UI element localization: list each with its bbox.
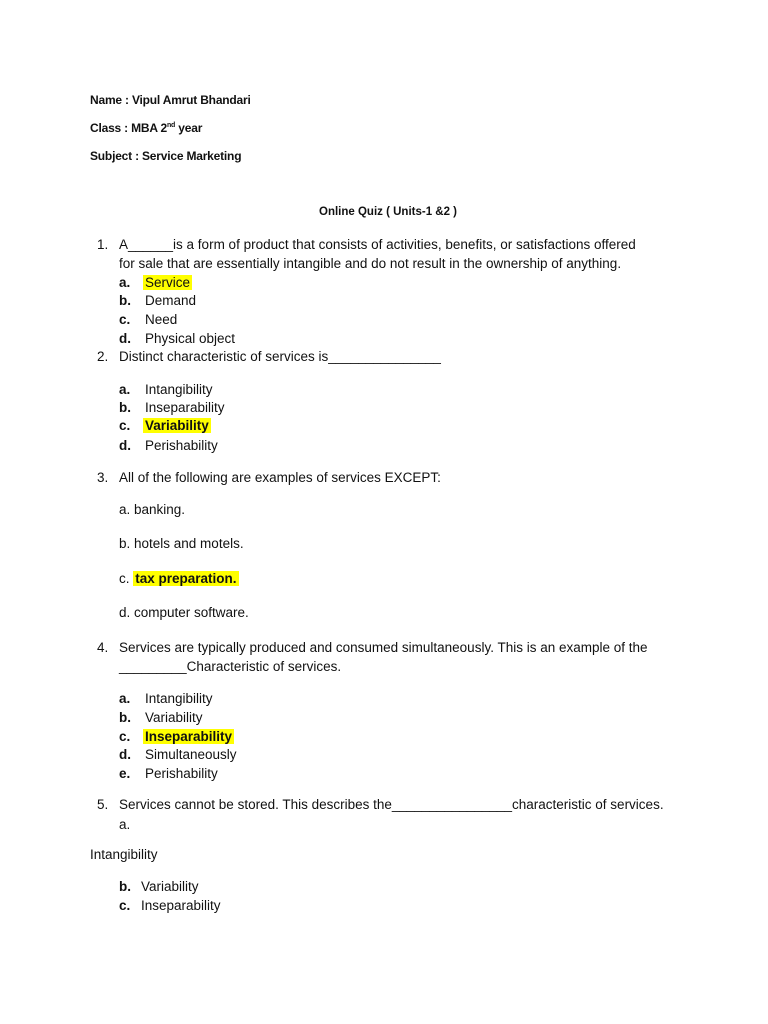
question-1-text-line1: A______is a form of product that consists of activities, benefits, or satisfactions offered	[119, 237, 636, 252]
q2-option-d-letter: d.	[119, 438, 131, 453]
q5-option-a-letter: a.	[119, 817, 131, 832]
q5-option-c-text: Inseparability	[141, 898, 221, 913]
q4-option-c-text	[145, 730, 234, 744]
q2-option-b-letter: b.	[119, 400, 131, 415]
q4-option-d-text: Simultaneously	[145, 747, 237, 762]
q1-option-d-letter: d.	[119, 331, 131, 346]
q5-option-b-letter: b.	[119, 879, 131, 894]
q2-option-d-text: Perishability	[145, 438, 218, 453]
class-suffix: year	[175, 121, 203, 135]
q4-option-b-text: Variability	[145, 710, 203, 725]
q5-option-c-letter: c.	[119, 898, 131, 913]
question-3-number: 3.	[97, 470, 109, 485]
question-4-text-line2: _________Characteristic of services.	[119, 659, 342, 674]
q1-option-a-text	[145, 276, 192, 290]
q4-option-a-text: Intangibility	[145, 691, 213, 706]
q3-option-b: b. hotels and motels.	[119, 536, 244, 551]
q3-answer-highlight: tax preparation.	[135, 571, 237, 586]
question-5-number: 5.	[97, 797, 109, 812]
question-4-text-line1: Services are typically produced and consumed simultaneously. This is an example of the	[119, 640, 648, 655]
question-2-number: 2.	[97, 349, 109, 364]
question-4-number: 4.	[97, 640, 109, 655]
q4-answer-highlight: Inseparability	[145, 729, 233, 744]
q3-option-c	[119, 572, 239, 586]
q5-option-b-text: Variability	[141, 879, 199, 894]
q1-option-b-text: Demand	[145, 293, 197, 308]
q4-option-d-letter: d.	[119, 747, 131, 762]
q1-option-c-text: Need	[145, 312, 178, 327]
question-1-text-line2: for sale that are essentially intangible and do not result in the ownership of anything.	[119, 256, 622, 271]
q2-answer-highlight: Variability	[145, 418, 209, 433]
q5-option-a-text: Intangibility	[90, 847, 158, 862]
q1-option-c-letter: c.	[119, 312, 131, 327]
q4-option-e-letter: e.	[119, 766, 131, 781]
q2-option-b-text: Inseparability	[145, 400, 225, 415]
q1-answer-highlight: Service	[145, 275, 191, 290]
q3-option-c-prefix: c.	[119, 571, 134, 586]
q2-option-c-text	[145, 419, 211, 433]
question-2-text: Distinct characteristic of services is_______________	[119, 349, 441, 364]
q1-option-a-letter: a.	[119, 275, 131, 290]
q4-option-a-letter: a.	[119, 691, 131, 706]
q3-option-a: a. banking.	[119, 502, 186, 517]
class-prefix: Class : MBA 2	[90, 121, 167, 135]
quiz-title: Online Quiz ( Units-1 &2 )	[319, 206, 458, 218]
question-3-text: All of the following are examples of services EXCEPT:	[119, 470, 441, 485]
q1-option-b-letter: b.	[119, 293, 131, 308]
subject: Subject : Service Marketing	[90, 149, 242, 163]
q3-option-d: d. computer software.	[119, 605, 249, 620]
class-superscript: nd	[166, 122, 176, 129]
student-class	[90, 122, 202, 134]
question-1-number: 1.	[97, 237, 109, 252]
question-5-text: Services cannot be stored. This describes the________________characteristic of services.	[119, 797, 664, 812]
q4-option-c-letter: c.	[119, 729, 131, 744]
q4-option-b-letter: b.	[119, 710, 131, 725]
q4-option-e-text: Perishability	[145, 766, 218, 781]
q2-option-c-letter: c.	[119, 418, 131, 433]
q2-option-a-letter: a.	[119, 382, 131, 397]
q1-option-d-text: Physical object	[145, 331, 236, 346]
q2-option-a-text: Intangibility	[145, 382, 213, 397]
student-name: Name : Vipul Amrut Bhandari	[90, 93, 251, 107]
